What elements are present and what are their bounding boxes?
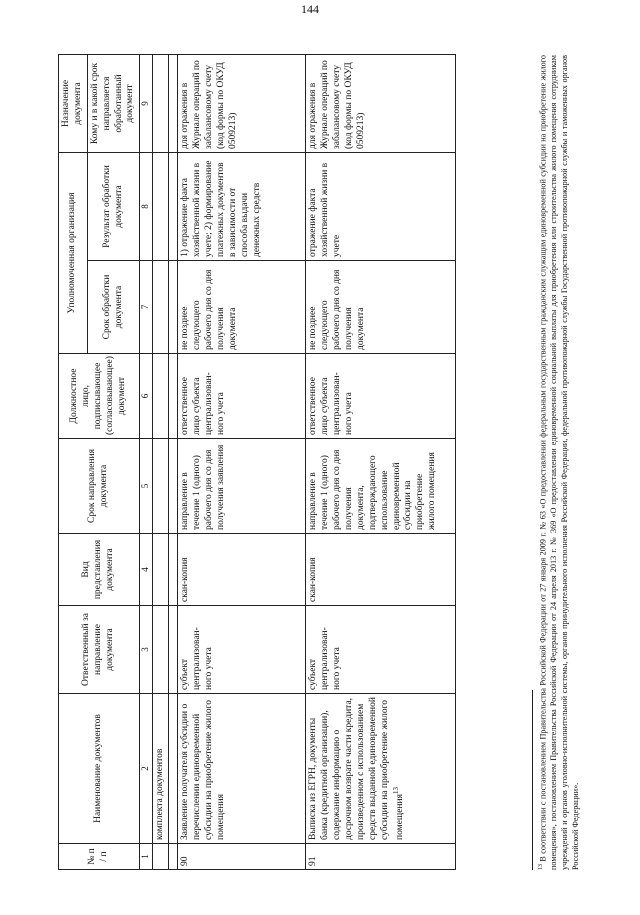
presentation: скан-копия bbox=[306, 534, 456, 606]
col-number: 3 bbox=[140, 606, 152, 694]
header-processing-deadline: Срок обработки документа bbox=[87, 261, 140, 354]
document-name-text: Выписка из ЕГРН, документы банка (кредитной организации), содержание информацию о досрочном возврате части кредита, произведенном с использованием средств выданной единовременной субсидии на приобретение жилого помещения bbox=[308, 697, 405, 840]
document-name: Заявление получателя субсидии о перечислении единовременной субсидии на приобретение жилого помещения bbox=[178, 694, 306, 844]
presentation: скан-копия bbox=[178, 534, 306, 606]
official: ответственное лицо субъекта централизован-ного учета bbox=[306, 354, 456, 439]
header-official: Должностное лицо, подписывающее (согласовывающее) документ bbox=[59, 354, 140, 439]
header-name: Наименование документов bbox=[59, 694, 140, 844]
col-number: 4 bbox=[140, 534, 152, 606]
col-number: 2 bbox=[140, 694, 152, 844]
continuation-text: комплекта документов bbox=[152, 694, 169, 844]
header-result: Результат обработки документа bbox=[87, 152, 140, 260]
documents-table bbox=[58, 54, 456, 870]
rotated-landscape-page bbox=[58, 55, 578, 870]
header-purpose-group: Назначение документа bbox=[59, 54, 88, 152]
header-row-1 bbox=[59, 54, 88, 869]
spacer-row bbox=[169, 54, 178, 869]
column-number-row bbox=[140, 54, 152, 869]
page-number: 144 bbox=[301, 2, 319, 16]
table-row bbox=[306, 54, 456, 869]
responsible: субъект централизован-ного учета bbox=[306, 606, 456, 694]
processing-result: 1) отражение факта хозяйственной жизни в учете; 2) формирование платежных документов в зависимости от способа выдачи денежных средств bbox=[178, 152, 306, 260]
footnote-divider bbox=[532, 690, 533, 870]
footnote bbox=[538, 55, 581, 870]
footnote-marker: 13 bbox=[538, 864, 544, 870]
deadline: направление в течение 1 (одного) рабочего дня со дня получения документа, подтверждающего использование единовременной субсидии на приобретение жилого помещения bbox=[306, 439, 456, 534]
continuation-row bbox=[152, 54, 169, 869]
col-number: 9 bbox=[140, 54, 152, 152]
recipient: для отражения в Журнале операций по забалансовому счету (код формы по ОКУД 0509213) bbox=[306, 54, 456, 152]
deadline: направление в течение 1 (одного) рабочего дня со дня получения заявления bbox=[178, 439, 306, 534]
col-number: 8 bbox=[140, 152, 152, 260]
col-number: 6 bbox=[140, 354, 152, 439]
header-deadline: Срок направления документа bbox=[59, 439, 140, 534]
header-responsible: Ответственный за направление документа bbox=[59, 606, 140, 694]
header-no: № п / п bbox=[59, 844, 140, 870]
col-number: 7 bbox=[140, 261, 152, 354]
footnote-text: В соответствии с постановлением Правительства Российской Федерации от 27 января 2009 г. № 63 «О предоставлении федеральным государственным гражданским служащим единовременной субсидии на приобретение жилого помещения», постановлением Правительства Российской Федерации от 24 апреля 2013 г. № 369 «О предоставлении единовременной социальной выплаты для приобретения или строительства жилого помещения сотрудникам учреждений и органов уголовно-исполнительной системы, органов принудительного исполнения Российской Федерации, федеральной противопожарной службы Государственной противопожарной службы и таможенных органов Российской Федерации». bbox=[538, 54, 580, 870]
processing-deadline: не позднее следующего рабочего дня со дня получения документа bbox=[178, 261, 306, 354]
col-number: 1 bbox=[140, 844, 152, 870]
responsible: субъект централизован-ного учета bbox=[178, 606, 306, 694]
footnote-ref: 13 bbox=[391, 787, 400, 795]
processing-deadline: не позднее следующего рабочего дня со дня получения документа bbox=[306, 261, 456, 354]
header-presentation: Вид представления документа bbox=[59, 534, 140, 606]
header-recipient: Кому и в какой срок направляется обработанный документ bbox=[87, 54, 140, 152]
document-name bbox=[306, 694, 456, 844]
header-org-group: Уполномоченная организация bbox=[59, 152, 88, 353]
row-number: 91 bbox=[306, 844, 456, 870]
col-number: 5 bbox=[140, 439, 152, 534]
official: ответственное лицо субъекта централизован-ного учета bbox=[178, 354, 306, 439]
table-row bbox=[178, 54, 306, 869]
row-number: 90 bbox=[178, 844, 306, 870]
recipient: для отражения в Журнале операций по забалансовому счету (код формы по ОКУД 0509213) bbox=[178, 54, 306, 152]
processing-result: отражение факта хозяйственной жизни в учете bbox=[306, 152, 456, 260]
